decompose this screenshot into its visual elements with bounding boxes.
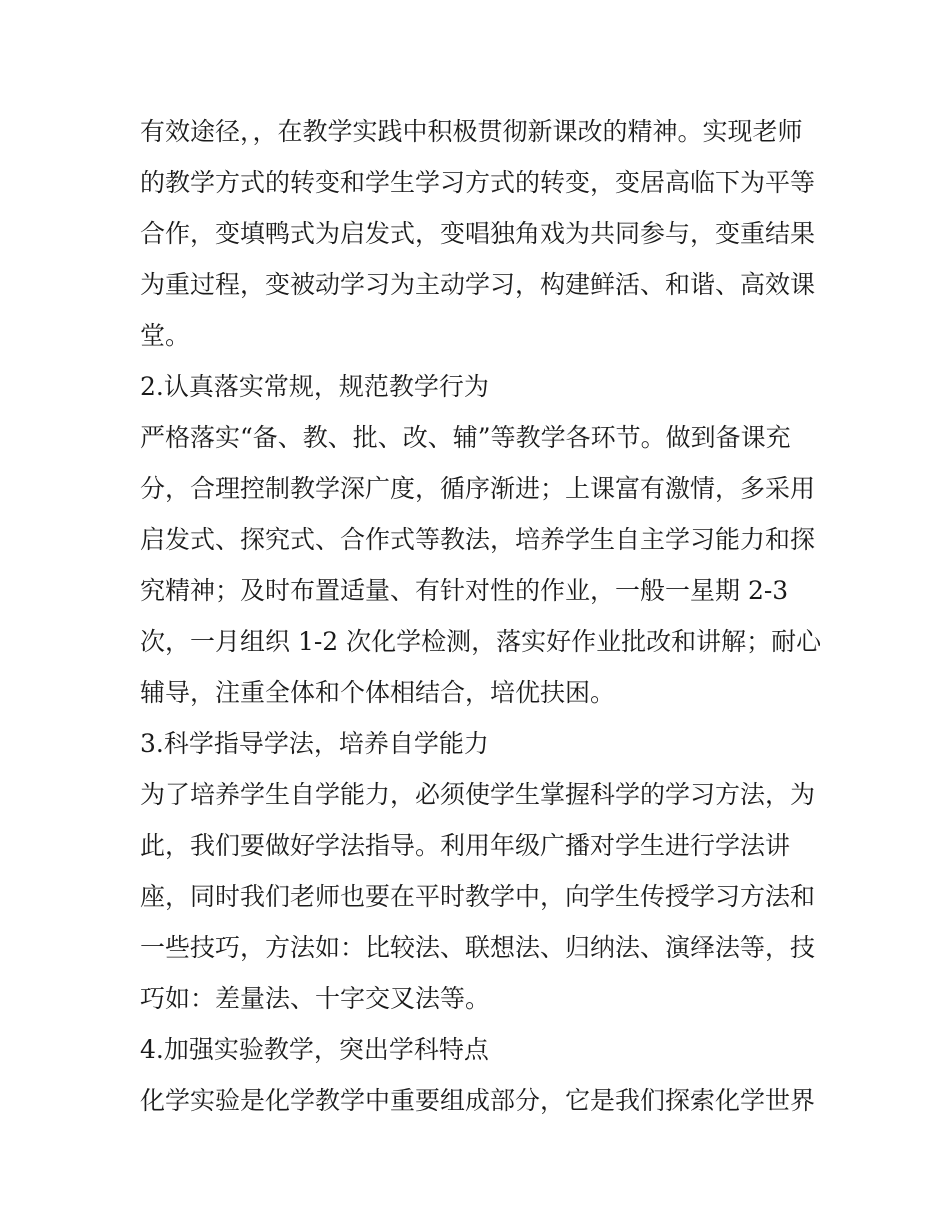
paragraph-line: 启发式、探究式、合作式等教法，培养学生自主学习能力和探 — [140, 525, 816, 554]
paragraph-line: 座，同时我们老师也要在平时教学中，向学生传授学习方法和 — [140, 882, 816, 911]
paragraph-line: 分，合理控制教学深广度，循序渐进；上课富有激情，多采用 — [140, 474, 816, 503]
paragraph-line: 次，一月组织 1-2 次化学检测，落实好作业批改和讲解；耐心 — [140, 627, 822, 656]
paragraph-line: 巧如：差量法、十字交叉法等。 — [140, 984, 491, 1013]
paragraph-line: 严格落实“备、教、批、改、辅”等教学各环节。做到备课充 — [140, 423, 791, 452]
paragraph-line: 究精神；及时布置适量、有针对性的作业，一般一星期 2-3 — [140, 576, 789, 605]
paragraph-line: 堂。 — [140, 321, 191, 350]
paragraph-line: 为了培养学生自学能力，必须使学生掌握科学的学习方法，为 — [140, 780, 816, 809]
paragraph-line: 化学实验是化学教学中重要组成部分，它是我们探索化学世界 — [140, 1086, 816, 1115]
paragraph-line: 有效途径，，在教学实践中积极贯彻新课改的精神。实现老师 — [140, 117, 803, 146]
paragraph-line: 一些技巧，方法如：比较法、联想法、归纳法、演绎法等，技 — [140, 933, 816, 962]
document-body — [140, 106, 830, 1126]
paragraph-line: 此，我们要做好学法指导。利用年级广播对学生进行学法讲 — [140, 831, 791, 860]
section-heading-3: 3.科学指导学法，培养自学能力 — [140, 729, 489, 758]
section-heading-2: 2.认真落实常规，规范教学行为 — [140, 372, 489, 401]
section-heading-4: 4.加强实验教学，突出学科特点 — [140, 1035, 489, 1064]
paragraph-line: 辅导，注重全体和个体相结合，培优扶困。 — [140, 678, 616, 707]
paragraph-line: 的教学方式的转变和学生学习方式的转变，变居高临下为平等 — [140, 168, 816, 197]
paragraph-line: 为重过程，变被动学习为主动学习，构建鲜活、和谐、高效课 — [140, 270, 816, 299]
paragraph-line: 合作，变填鸭式为启发式，变唱独角戏为共同参与，变重结果 — [140, 219, 816, 248]
